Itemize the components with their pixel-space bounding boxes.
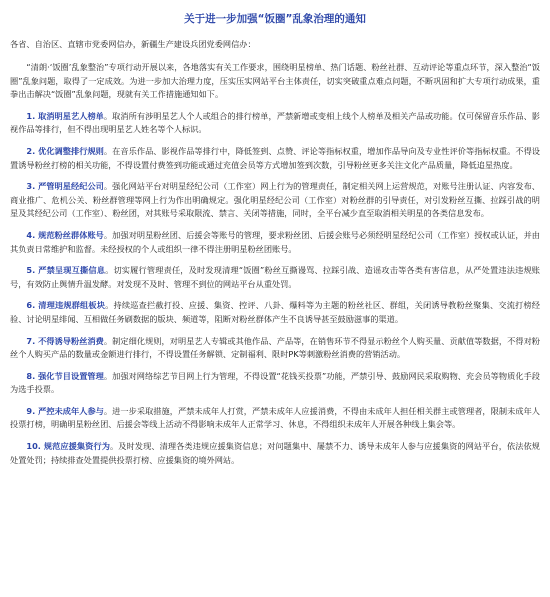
item-4-heading: 4. 规范粉丝群体账号: [26, 229, 104, 240]
item-2-heading: 2. 优化调整排行规则: [26, 145, 104, 156]
salutation: 各省、自治区、直辖市党委网信办，新疆生产建设兵团党委网信办：: [10, 39, 256, 49]
item-9-text: 。进一步采取措施，严禁未成年人打赏，严禁未成年人应援消费，不得由未成年人担任相关群主或管理者，限制未成年人投票打榜，明确明星粉丝团、后援会等线上活动不得影响未成年人正常学习、休息，不得组织未成年人开展各种线上集会等。: [10, 405, 540, 430]
intro-paragraph: “清朗·‘饭圈’乱象整治”专项行动开展以来，各地落实有关工作要求，围绕明星榜单、热门话题、粉丝社群、互动评论等重点环节，深入整治“饭圈”乱象问题，取得了一定成效。为进一步加大治理力度，压实压实网站平台主体责任，切实突破重点难点问题，不断巩固和扩大专项行动成果，重拳出击解决“饭圈”乱象问题，现就有关工作措施通知如下。: [10, 62, 540, 100]
item-7-text: 。制定细化规则，对明星艺人专辑或其他作品、产品等，在销售环节不得显示粉丝个人购买量、贡献值等数据，不得对粉丝个人购买产品的数量或金额进行排行，不得设置任务解锁、定制福利、限时PK等刺激粉丝消费的营销活动。: [10, 335, 540, 360]
item-5: [10, 264, 540, 291]
item-3-text: 。强化网站平台对明星经纪公司（工作室）网上行为的管理责任，制定相关网上运营规范，对账号注册认证、内容发布、商业推广、危机公关、粉丝群管理等网上行为作出明确规定。强化明星经纪公司（工作室）对粉丝群的引导责任，对引发粉丝互撕、拉踩引战的明星及其经纪公司（工作室）、粉丝团，对其账号采取限流、禁言、关闭等措施，同时，全平台减少直至取消相关明星的各类信息发布。: [10, 181, 540, 219]
item-3-heading: 3. 严管明星经纪公司: [26, 181, 104, 192]
item-8: [10, 370, 540, 397]
item-1-text: 。取消所有涉明星艺人个人或组合的排行榜单，严禁新增或变相上线个人榜单及相关产品或功能。仅可保留音乐作品、影视作品等排行，但不得出现明星艺人姓名等个人标识。: [10, 110, 540, 135]
item-9: [10, 405, 540, 432]
item-6: [10, 299, 540, 326]
item-1: [10, 110, 540, 137]
item-10: [10, 440, 540, 467]
item-2-text: 。在音乐作品、影视作品等排行中，降低签到、点赞、评论等指标权重，增加作品导向及专业性评价等指标权重。不得设置诱导粉丝打榜的相关功能，不得设置付费签到功能或通过充值会员等方式增加签到次数，引导粉丝更多关注文化产品质量，降低追星热度。: [10, 145, 540, 170]
item-5-heading: 5. 严禁呈现互撕信息: [26, 265, 106, 276]
item-3: [10, 180, 540, 221]
document-title: 关于进一步加强“饭圈”乱象治理的通知: [184, 13, 366, 25]
item-7-heading: 7. 不得诱导粉丝消费: [26, 335, 104, 346]
item-10-heading: 10. 规范应援集资行为: [26, 441, 110, 452]
item-8-text: 。加强对网络综艺节目网上行为管理，不得设置“花钱买投票”功能，严禁引导、鼓励网民采取购物、充会员等物质化手段为选手投票。: [10, 370, 540, 395]
item-9-heading: 9. 严控未成年人参与: [26, 405, 104, 416]
item-1-heading: 1. 取消明星艺人榜单: [26, 110, 104, 121]
item-5-text: 。切实履行管理责任，及时发现清理“饭圈”粉丝互撕谩骂、拉踩引战、造谣攻击等各类有害信息，从严处置违法违规账号，有效防止舆情升温发酵。对发现不及时、管理不到位的网站平台从重处罚。: [10, 265, 540, 289]
item-8-heading: 8. 强化节目设置管理: [26, 370, 104, 381]
item-6-text: 。持续巡查拦截打投、应援、集资、控评、八卦、爆料等为主题的粉丝社区、群组，关闭诱导教粉丝聚集、交流打榜经验、讨论明星绯闻、互相做任务刷数据的版块、频道等，阻断对粉丝群体产生不良诱导甚至鼓励滋事的渠道。: [10, 300, 540, 324]
item-4-text: 。加强对明星粉丝团、后援会等账号的管理，要求粉丝团、后援会账号必须经明星经纪公司（工作室）授权或认证，并由其负责日常维护和监督。未经授权的个人或组织一律不得注册明星粉丝团账号。: [10, 229, 540, 254]
item-10-text: 。及时发现、清理各类违规应援集资信息；对问题集中、屡禁不力、诱导未成年人参与应援集资的网站平台，依法依规处置处罚；持续排查处置提供投票打榜、应援集资的境外网站。: [10, 441, 540, 465]
item-2: [10, 145, 540, 172]
item-6-heading: 6. 清理违规群组板块: [26, 300, 106, 311]
item-7: [10, 335, 540, 362]
item-4: [10, 229, 540, 256]
